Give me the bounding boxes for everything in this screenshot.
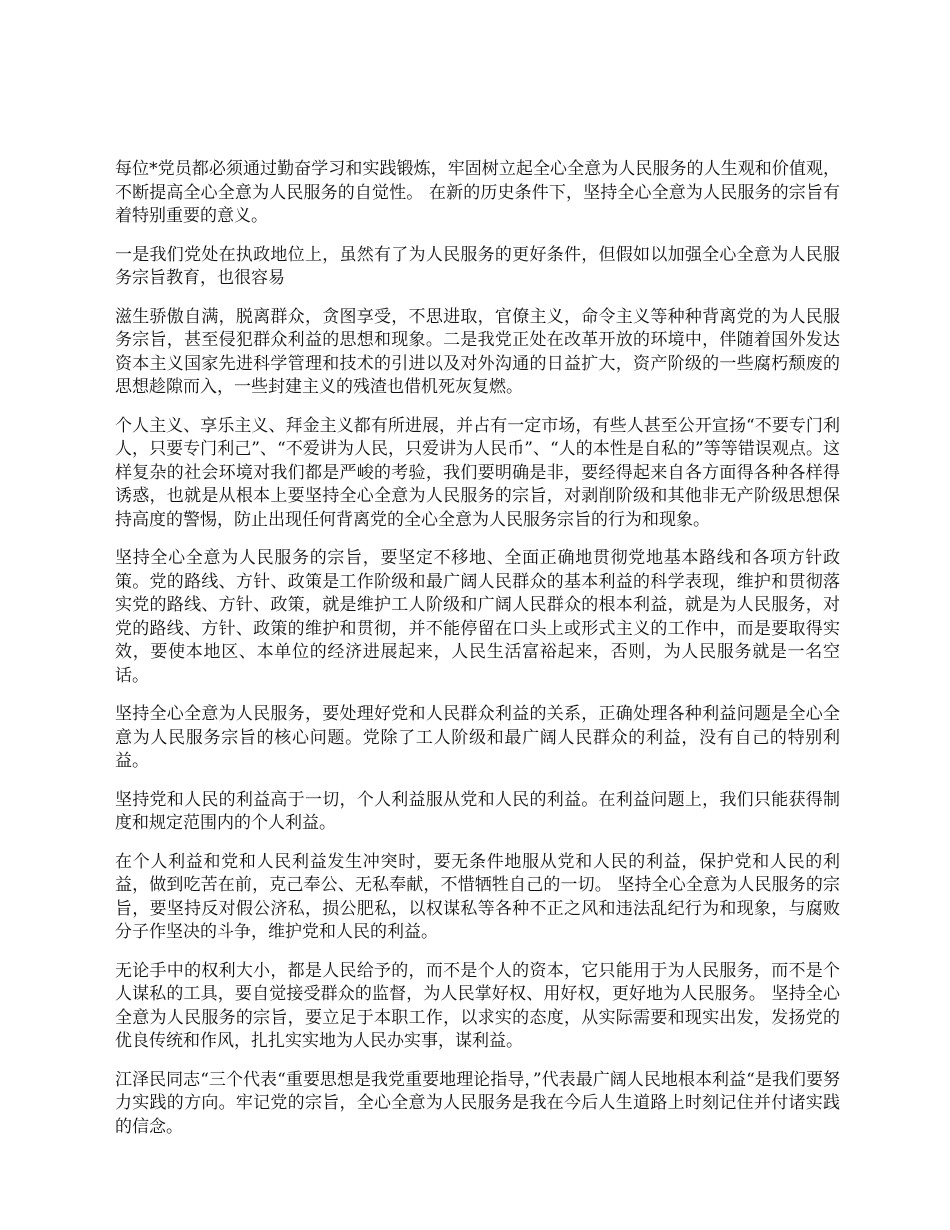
document-body bbox=[115, 158, 840, 1154]
paragraph-6: 坚持全心全意为人民服务，要处理好党和人民群众利益的关系，正确处理各种利益问题是全心全意为人民服务宗旨的核心问题。党除了工人阶级和最广阔人民群众的利益，没有自己的特别利益。 bbox=[115, 704, 840, 771]
paragraph-1: 每位*党员都必须通过勤奋学习和实践锻炼，牢固树立起全心全意为人民服务的人生观和价值观，不断提高全心全意为人民服务的自觉性。 在新的历史条件下，坚持全心全意为人民服务的宗旨有着特别重要的意义。 bbox=[115, 159, 840, 226]
paragraph-9: 无论手中的权利大小，都是人民给予的，而不是个人的资本，它只能用于为人民服务，而不是个人谋私的工具，要自觉接受群众的监督，为人民掌好权、用好权，更好地为人民服务。 坚持全心全意为人民服务的宗旨，要立足于本职工作，以求实的态度，从实际需要和现实出发，发扬党的优良传统和作风，扎扎实实地为人民办实事，谋利益。 bbox=[115, 960, 840, 1051]
paragraph-4: 个人主义、享乐主义、拜金主义都有所进展，并占有一定市场，有些人甚至公开宣扬“不要专门利人，只要专门利己”、“不爱讲为人民，只爱讲为人民币”、“人的本性是自私的”等等错误观点。这样复杂的社会环境对我们都是严峻的考验，我们要明确是非，要经得起来自各方面得各种各样得诱惑，也就是从根本上要坚持全心全意为人民服务的宗旨，对剥削阶级和其他非无产阶级思想保持高度的警惕，防止出现任何背离党的全心全意为人民服务宗旨的行为和现象。 bbox=[115, 415, 840, 530]
paragraph-3: 滋生骄傲自满，脱离群众，贪图享受，不思进取，官僚主义，命令主义等种种背离党的为人民服务宗旨，甚至侵犯群众利益的思想和现象。二是我党正处在改革开放的环境中，伴随着国外发达资本主义国家先进科学管理和技术的引进以及对外沟通的日益扩大，资产阶级的一些腐朽颓废的思想趁隙而入，一些封建主义的残渣也借机死灰复燃。 bbox=[115, 306, 840, 397]
paragraph-2: 一是我们党处在执政地位上，虽然有了为人民服务的更好条件，但假如以加强全心全意为人民服务宗旨教育，也很容易 bbox=[115, 244, 840, 288]
paragraph-8: 在个人利益和党和人民利益发生冲突时，要无条件地服从党和人民的利益，保护党和人民的利益，做到吃苦在前，克己奉公、无私奉献，不惜牺牲自己的一切。 坚持全心全意为人民服务的宗旨，要坚持反对假公济私，损公肥私，以权谋私等各种不正之风和违法乱纪行为和现象，与腐败分子作坚决的斗争，维护党和人民的利益。 bbox=[115, 851, 840, 942]
paragraph-7: 坚持党和人民的利益高于一切，个人利益服从党和人民的利益。在利益问题上，我们只能获得制度和规定范围内的个人利益。 bbox=[115, 789, 840, 833]
paragraph-5: 坚持全心全意为人民服务的宗旨，要坚定不移地、全面正确地贯彻党地基本路线和各项方针政策。党的路线、方针、政策是工作阶级和最广阔人民群众的基本利益的科学表现，维护和贯彻落实党的路线、方针、政策，就是维护工人阶级和广阔人民群众的根本利益，就是为人民服务，对党的路线、方针、政策的维护和贯彻，并不能停留在口头上或形式主义的工作中，而是要取得实效，要使本地区、本单位的经济进展起来，人民生活富裕起来，否则，为人民服务就是一名空话。 bbox=[115, 548, 840, 686]
paragraph-10: 江泽民同志“三个代表“重要思想是我党重要地理论指导，”代表最广阔人民地根本利益“是我们要努力实践的方向。牢记党的宗旨，全心全意为人民服务是我在今后人生道路上时刻记住并付诸实践的信念。 bbox=[115, 1069, 840, 1137]
